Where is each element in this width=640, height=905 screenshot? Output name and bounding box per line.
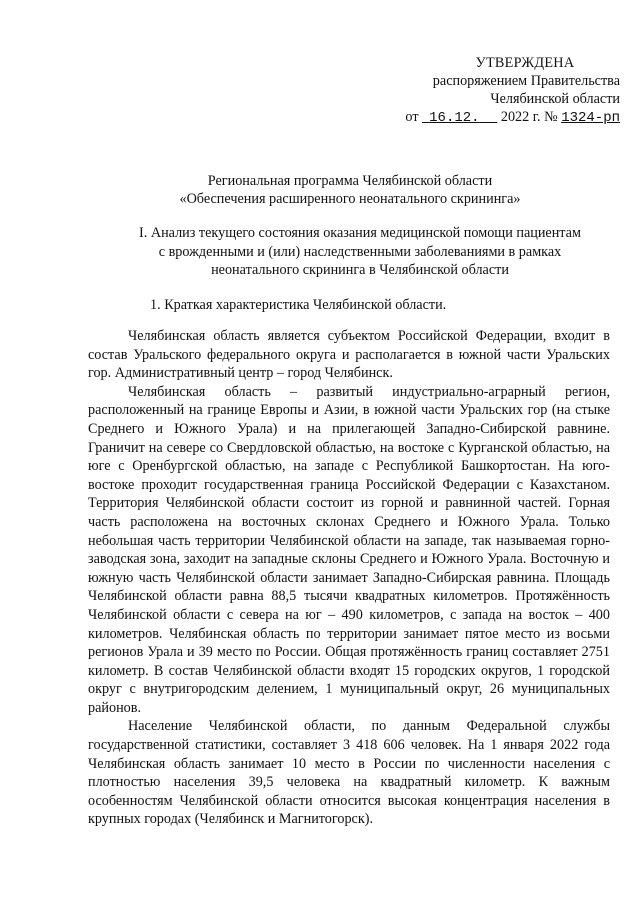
approval-line-1: распоряжением Правительства [432, 73, 620, 89]
approval-date: 16.12. [429, 110, 480, 126]
subsection-heading: 1. Краткая характеристика Челябинской области. [150, 297, 447, 313]
approval-year: 2022 г. № [500, 109, 558, 125]
section-heading-line-1: I. Анализ текущего состояния оказания медицинской помощи пациентам [139, 225, 581, 241]
section-heading-line-2: с врожденными и (или) наследственными заболеваниями в рамках [158, 243, 562, 260]
approval-title: УТВЕРЖДЕНА [475, 55, 575, 71]
program-title-line-1: Региональная программа Челябинской области [207, 173, 493, 189]
approval-number: 1324-рп [561, 110, 620, 126]
section-heading [110, 224, 610, 280]
approval-line-2: Челябинской области [490, 91, 620, 107]
paragraph: Население Челябинской области, по данным Федеральной службы государственной статистики, составляет 3 418 606 человек. На 1 января 2022 года Челябинская область занимает 10 место в России по численности населения с плотностью населения 39,5 человека на квадратный километр. К важным особенностям Челябинской области относится высокая концентрация населения в крупных городах (Челябинск и Магнитогорск). [88, 718, 610, 828]
paragraph: Челябинская область – развитый индустриально-аграрный регион, расположенный на границе Европы и Азии, в южной части Уральских гор (на стыке Среднего и Южного Урала) и на прилегающей Западно-Сибирской равнине. Граничит на севере со Свердловской областью, на востоке с Курганской областью, на юге с Оренбургской областью, на западе с Республикой Башкортостан. На юго-востоке проходит государственная граница Российской Федерации с Казахстаном. Территория Челябинской области состоит из горной и равнинной частей. Горная часть расположена на восточных склонах Среднего и Южного Урала. Только небольшая часть территории Челябинской области на западе, так называемая горно-заводская зона, заходит на западные склоны Среднего и Южного Урала. Восточную и южную часть Челябинской области занимает Западно-Сибирская равнина. Площадь Челябинской области равна 88,5 тысячи квадратных километров. Протяжённость Челябинской области с севера на юг – 490 километров, с запада на восток – 400 километров. Челябинская область по территории занимает пятое место из восьми регионов Урала и 39 место по России. Общая протяжённость границ составляет 2751 километр. В состав Челябинской области входят 15 городских округов, 1 городской округ с внутригородским делением, 1 муниципальный округ, 26 муниципальных районов. [88, 383, 610, 716]
approval-block [380, 54, 620, 127]
approval-date-line [380, 108, 620, 127]
section-heading-line-3: неонатального скрининга в Челябинской области [211, 262, 509, 278]
body-text [88, 327, 610, 829]
from-label: от [405, 109, 419, 125]
paragraph: Челябинская область является субъектом Российской Федерации, входит в состав Уральского федерального округа и располагается в южной части Уральских гор. Административный центр – город Челябинск. [88, 328, 610, 382]
program-title [100, 172, 600, 208]
program-title-line-2: «Обеспечения расширенного неонатального скрининга» [179, 191, 521, 207]
